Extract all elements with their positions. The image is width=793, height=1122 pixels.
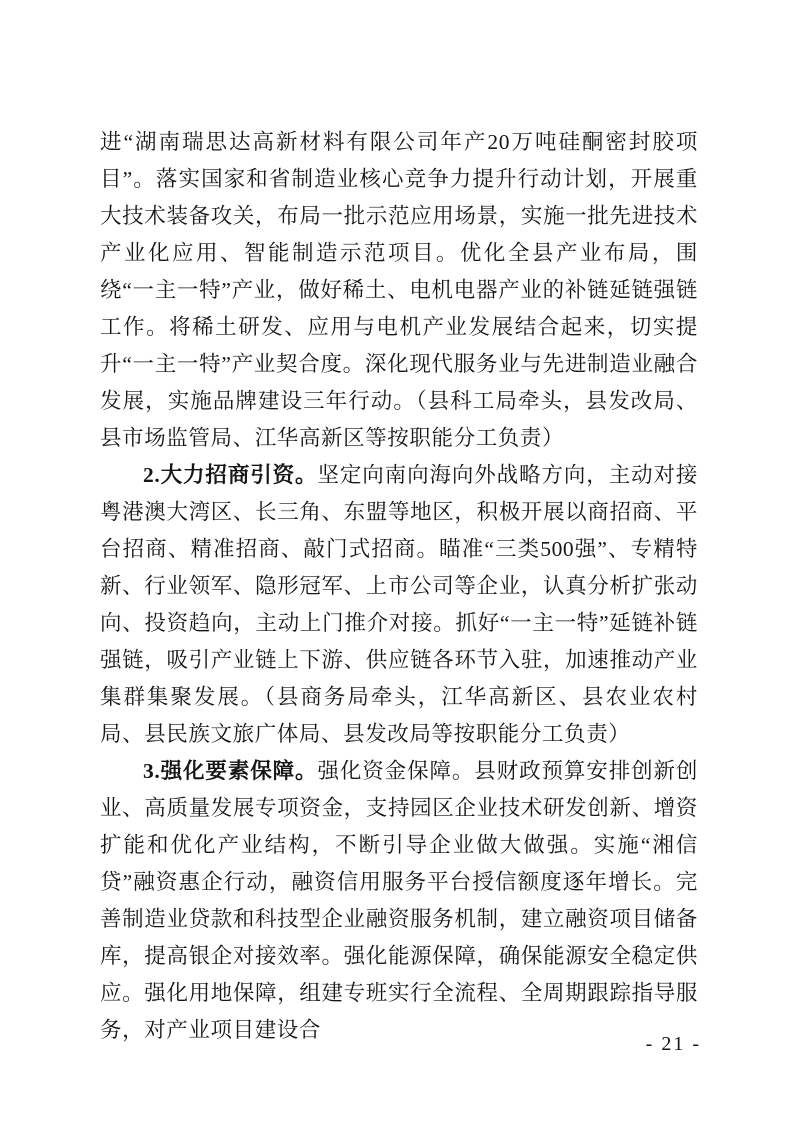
paragraph-text: 进“湖南瑞思达高新材料有限公司年产20万吨硅酮密封胶项目”。落实国家和省制造业核心竞争力提升行动计划，开展重大技术装备攻关，布局一批示范应用场景，实施一批先进技术产业化应用、智能制造示范项目。优化全县产业布局，围绕“一主一特”产业，做好稀土、电机电器产业的补链延链强链工作。将稀土研发、应用与电机产业发展结合起来，切实提升“一主一特”产业契合度。深化现代服务业与先进制造业融合发展，实施品牌建设三年行动。（县科工局牵头，县发改局、县市场监管局、江华高新区等按职能分工负责） [100,130,698,450]
paragraph-lead: 3.强化要素保障。 [143,759,318,783]
paragraph-item-2 [100,457,698,753]
paragraph-lead: 2.大力招商引资。 [143,463,318,487]
paragraph-text: 强化资金保障。县财政预算安排创新创业、高质量发展专项资金，支持园区企业技术研发创新、增资扩能和优化产业结构，不断引导企业做大做强。实施“湘信贷”融资惠企行动，融资信用服务平台授信额度逐年增长。完善制造业贷款和科技型企业融资服务机制，建立融资项目储备库，提高银企对接效率。强化能源保障，确保能源安全稳定供应。强化用地保障，组建专班实行全流程、全周期跟踪指导服务，对产业项目建设合 [100,759,698,1042]
paragraph-continuation [100,124,698,457]
page-number: - 21 - [645,1033,701,1055]
document-body [100,124,698,1049]
paragraph-text: 坚定向南向海向外战略方向，主动对接粤港澳大湾区、长三角、东盟等地区，积极开展以商招商、平台招商、精准招商、敲门式招商。瞄准“三类500强”、专精特新、行业领军、隐形冠军、上市公司等企业，认真分析扩张动向、投资趋向，主动上门推介对接。抓好“一主一特”延链补链强链，吸引产业链上下游、供应链各环节入驻，加速推动产业集群集聚发展。（县商务局牵头，江华高新区、县农业农村局、县民族文旅广体局、县发改局等按职能分工负责） [100,463,698,746]
paragraph-item-3 [100,753,698,1049]
